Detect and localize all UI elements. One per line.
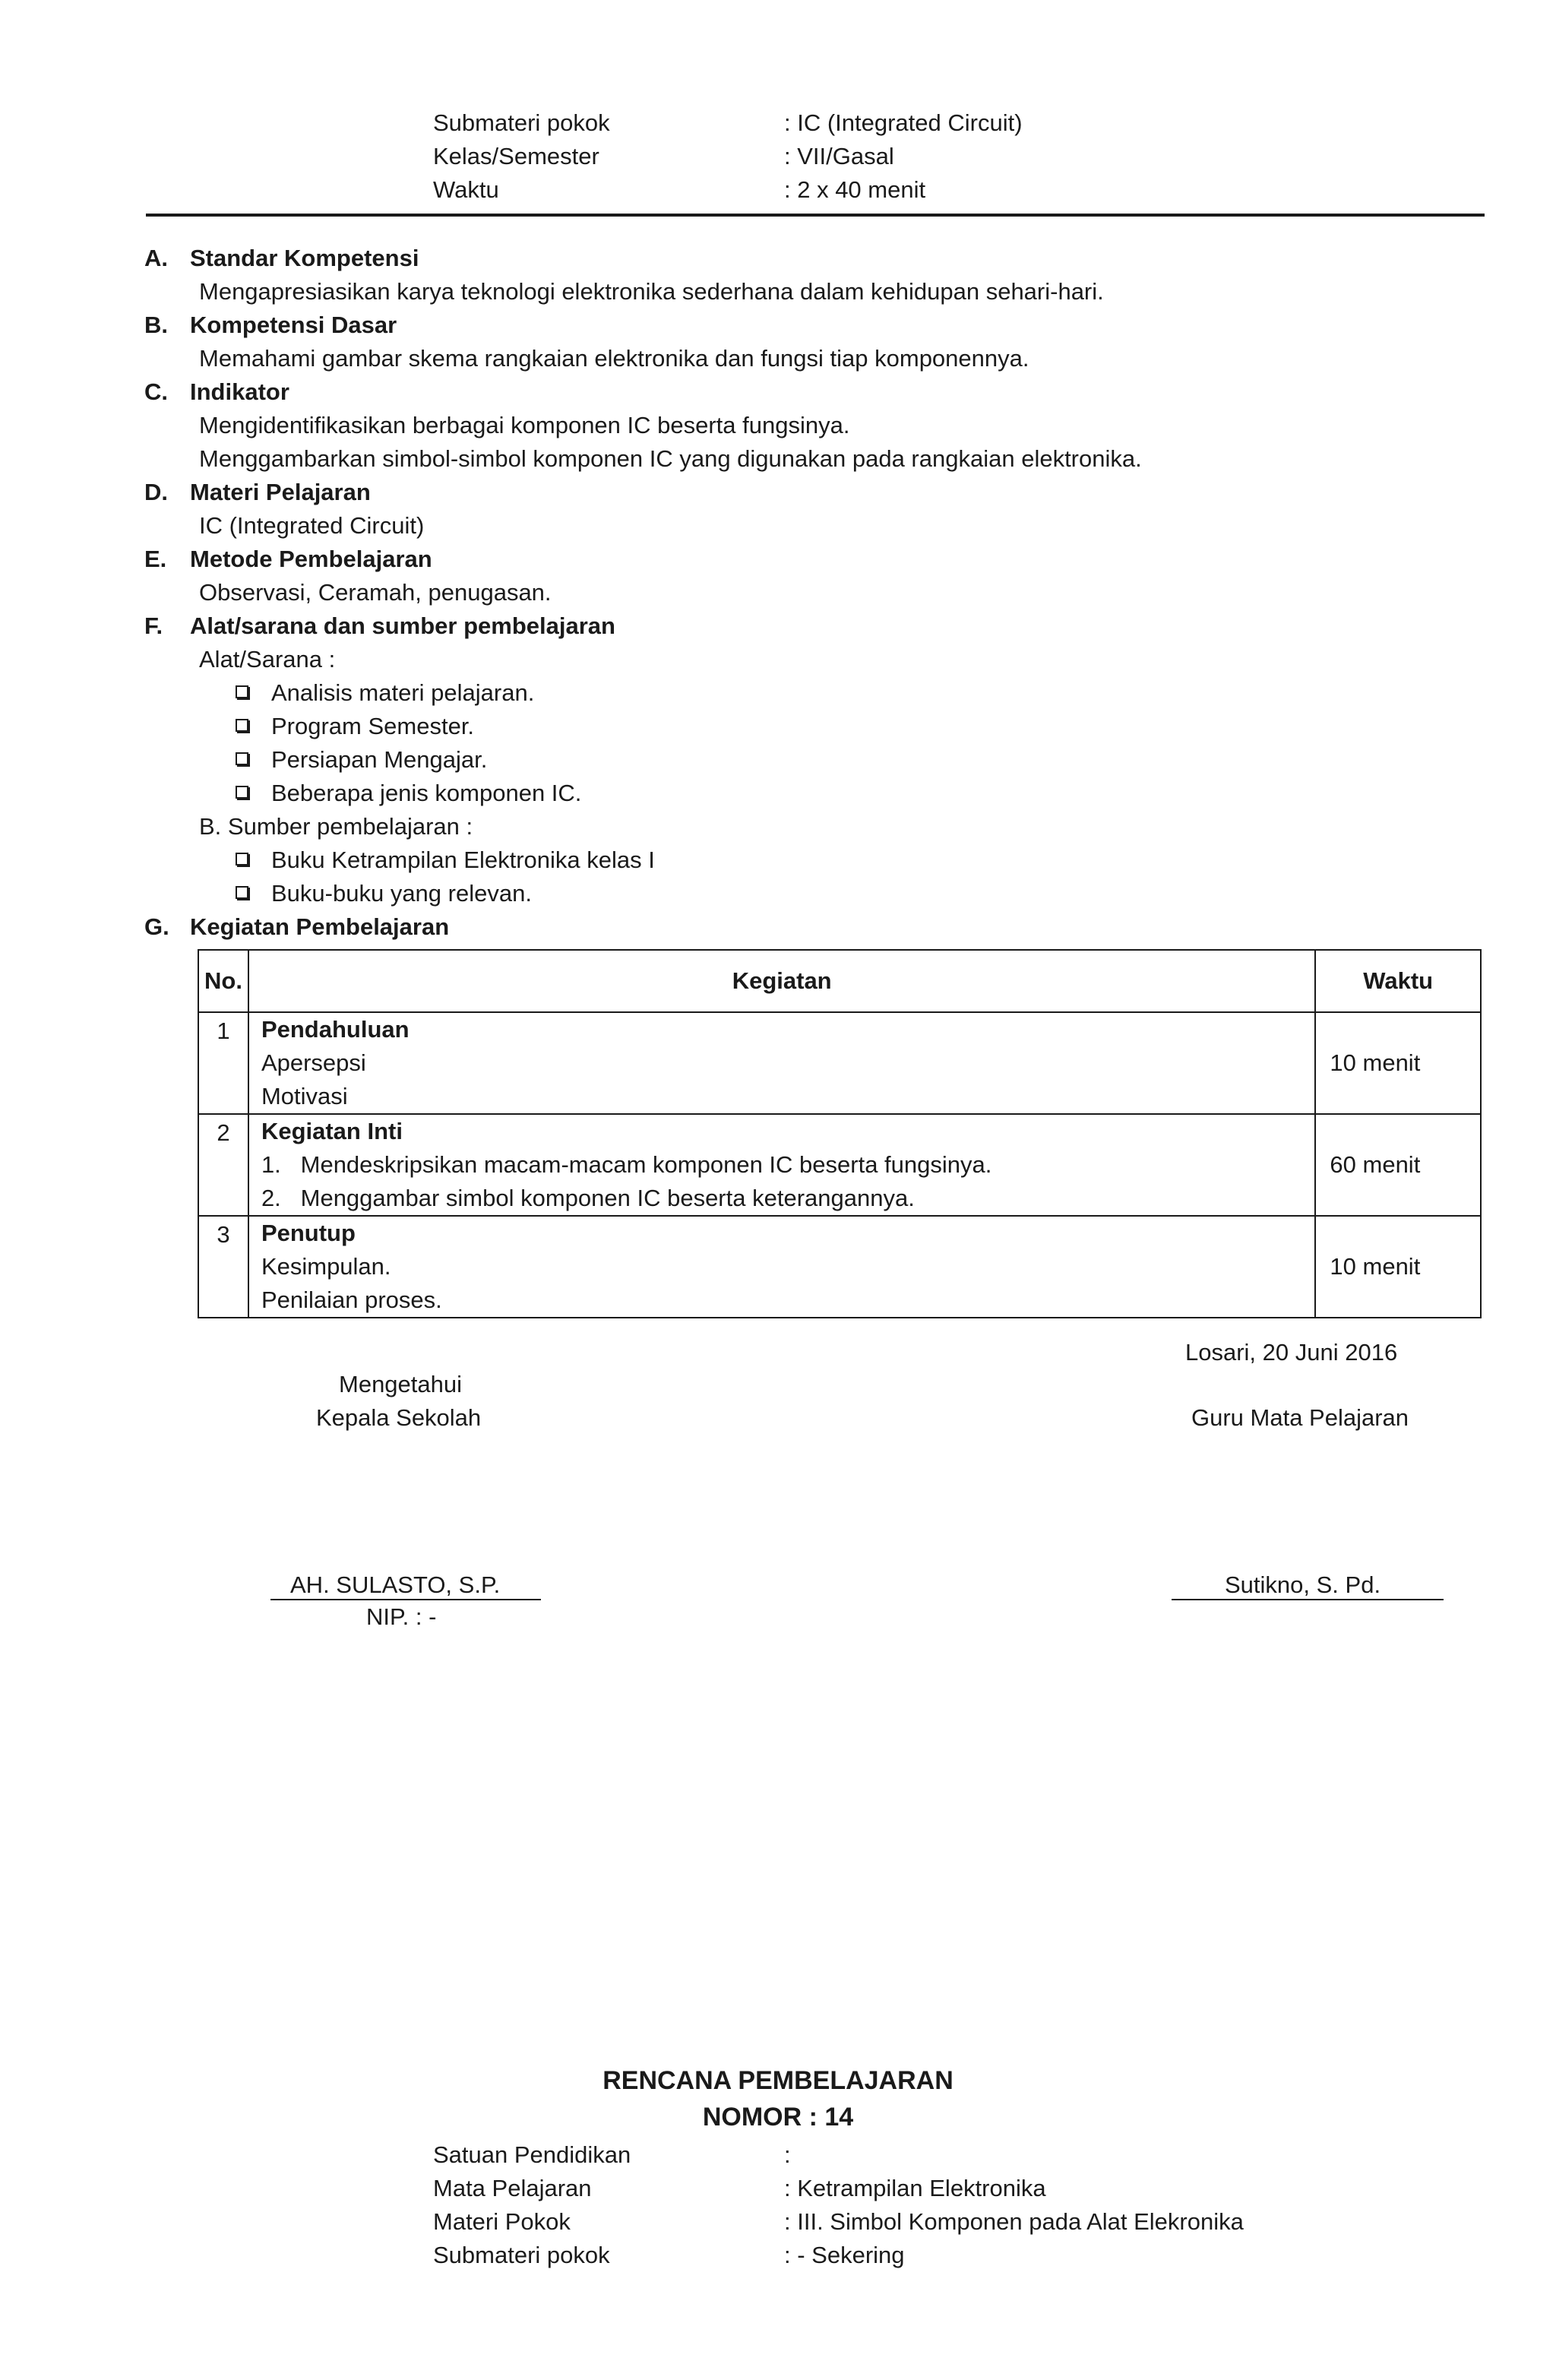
section-b-title: Kompetensi Dasar <box>190 312 397 338</box>
row-item: 1. Mendeskripsikan macam-macam komponen IC beserta fungsinya. <box>261 1151 992 1178</box>
table-header-row <box>198 950 1481 1012</box>
next-doc-value-materi: : III. Simbol Komponen pada Alat Elekronika <box>784 2208 1244 2235</box>
section-e-title: Metode Pembelajaran <box>190 546 432 572</box>
mengetahui-label: Mengetahui <box>339 1371 463 1397</box>
kegiatan-table <box>198 949 1482 1318</box>
alat-sarana-label: Alat/Sarana : <box>199 646 336 673</box>
guru-role-label: Guru Mata Pelajaran <box>1191 1404 1409 1431</box>
next-doc-number: NOMOR : 14 <box>702 2103 854 2132</box>
section-f-letter: F. <box>144 612 163 639</box>
list-item: Beberapa jenis komponen IC. <box>236 780 581 807</box>
checkbox-bullet-icon <box>236 886 248 899</box>
section-g-letter: G. <box>144 913 169 940</box>
section-b-line: Memahami gambar skema rangkaian elektronika dan fungsi tiap komponennya. <box>199 345 1029 372</box>
row-title: Pendahuluan <box>261 1016 410 1043</box>
list-item: Buku-buku yang relevan. <box>236 880 532 907</box>
next-doc-label-submateri: Submateri pokok <box>433 2242 610 2268</box>
checkbox-bullet-icon <box>236 685 248 698</box>
row-item: Penilaian proses. <box>261 1287 442 1313</box>
header-no: No. <box>198 950 248 1012</box>
header-value-kelas: : VII/Gasal <box>784 143 894 169</box>
row-item: 2. Menggambar simbol komponen IC beserta keterangannya. <box>261 1185 915 1211</box>
header-label-submateri: Submateri pokok <box>433 109 610 136</box>
section-e-letter: E. <box>144 546 167 572</box>
next-doc-title: RENCANA PEMBELAJARAN <box>602 2066 954 2095</box>
section-b-letter: B. <box>144 312 168 338</box>
section-a-title: Standar Kompetensi <box>190 245 419 271</box>
section-a-letter: A. <box>144 245 168 271</box>
section-e-line: Observasi, Ceramah, penugasan. <box>199 579 552 606</box>
list-item: Buku Ketrampilan Elektronika kelas I <box>236 847 655 874</box>
signature-line-right <box>1172 1599 1444 1600</box>
row-item: Apersepsi <box>261 1049 366 1076</box>
row-item: Kesimpulan. <box>261 1253 391 1280</box>
kepala-sekolah-name: AH. SULASTO, S.P. <box>290 1571 501 1598</box>
section-g-title: Kegiatan Pembelajaran <box>190 913 450 940</box>
next-doc-value-submateri: : - Sekering <box>784 2242 905 2268</box>
signature-line-left <box>270 1599 541 1600</box>
checkbox-bullet-icon <box>236 752 248 765</box>
next-doc-value-mapel: : Ketrampilan Elektronika <box>784 2175 1046 2201</box>
row-number: 2 <box>217 1119 230 1146</box>
next-doc-label-mapel: Mata Pelajaran <box>433 2175 592 2201</box>
row-title: Penutup <box>261 1220 356 1246</box>
header-waktu: Waktu <box>1315 950 1481 1012</box>
header-value-submateri: : IC (Integrated Circuit) <box>784 109 1023 136</box>
sumber-label: B. Sumber pembelajaran : <box>199 813 473 840</box>
list-item: Analisis materi pelajaran. <box>236 679 534 707</box>
row-waktu: 60 menit <box>1315 1114 1481 1216</box>
table-row <box>198 1216 1481 1318</box>
section-a-line: Mengapresiasikan karya teknologi elektronika sederhana dalam kehidupan sehari-hari. <box>199 278 1104 305</box>
row-number: 1 <box>217 1018 230 1044</box>
section-f-title: Alat/sarana dan sumber pembelajaran <box>190 612 615 639</box>
next-doc-label-satuan: Satuan Pendidikan <box>433 2141 631 2168</box>
next-doc-label-materi: Materi Pokok <box>433 2208 571 2235</box>
section-c-line-2: Menggambarkan simbol-simbol komponen IC yang digunakan pada rangkaian elektronika. <box>199 445 1142 472</box>
row-number: 3 <box>217 1221 230 1248</box>
section-d-letter: D. <box>144 479 168 505</box>
header-value-waktu: : 2 x 40 menit <box>784 176 926 203</box>
kepala-sekolah-nip: NIP. : - <box>366 1603 437 1630</box>
section-c-letter: C. <box>144 378 168 405</box>
table-row <box>198 1114 1481 1216</box>
section-c-title: Indikator <box>190 378 289 405</box>
guru-name: Sutikno, S. Pd. <box>1225 1571 1381 1598</box>
list-item: Persiapan Mengajar. <box>236 746 487 774</box>
checkbox-bullet-icon <box>236 719 248 732</box>
section-c-line-1: Mengidentifikasikan berbagai komponen IC beserta fungsinya. <box>199 412 850 438</box>
section-d-line: IC (Integrated Circuit) <box>199 512 425 539</box>
checkbox-bullet-icon <box>236 853 248 866</box>
row-item: Motivasi <box>261 1083 348 1109</box>
header-rule <box>146 214 1485 217</box>
row-title: Kegiatan Inti <box>261 1118 403 1144</box>
checkbox-bullet-icon <box>236 786 248 799</box>
header-kegiatan: Kegiatan <box>248 950 1315 1012</box>
header-label-waktu: Waktu <box>433 176 499 203</box>
place-date: Losari, 20 Juni 2016 <box>1185 1339 1398 1366</box>
row-waktu: 10 menit <box>1315 1216 1481 1318</box>
list-item: Program Semester. <box>236 713 474 740</box>
row-waktu: 10 menit <box>1315 1012 1481 1114</box>
kepala-sekolah-label: Kepala Sekolah <box>316 1404 482 1431</box>
section-d-title: Materi Pelajaran <box>190 479 371 505</box>
next-doc-value-satuan: : <box>784 2141 791 2168</box>
header-label-kelas: Kelas/Semester <box>433 143 599 169</box>
table-row <box>198 1012 1481 1114</box>
